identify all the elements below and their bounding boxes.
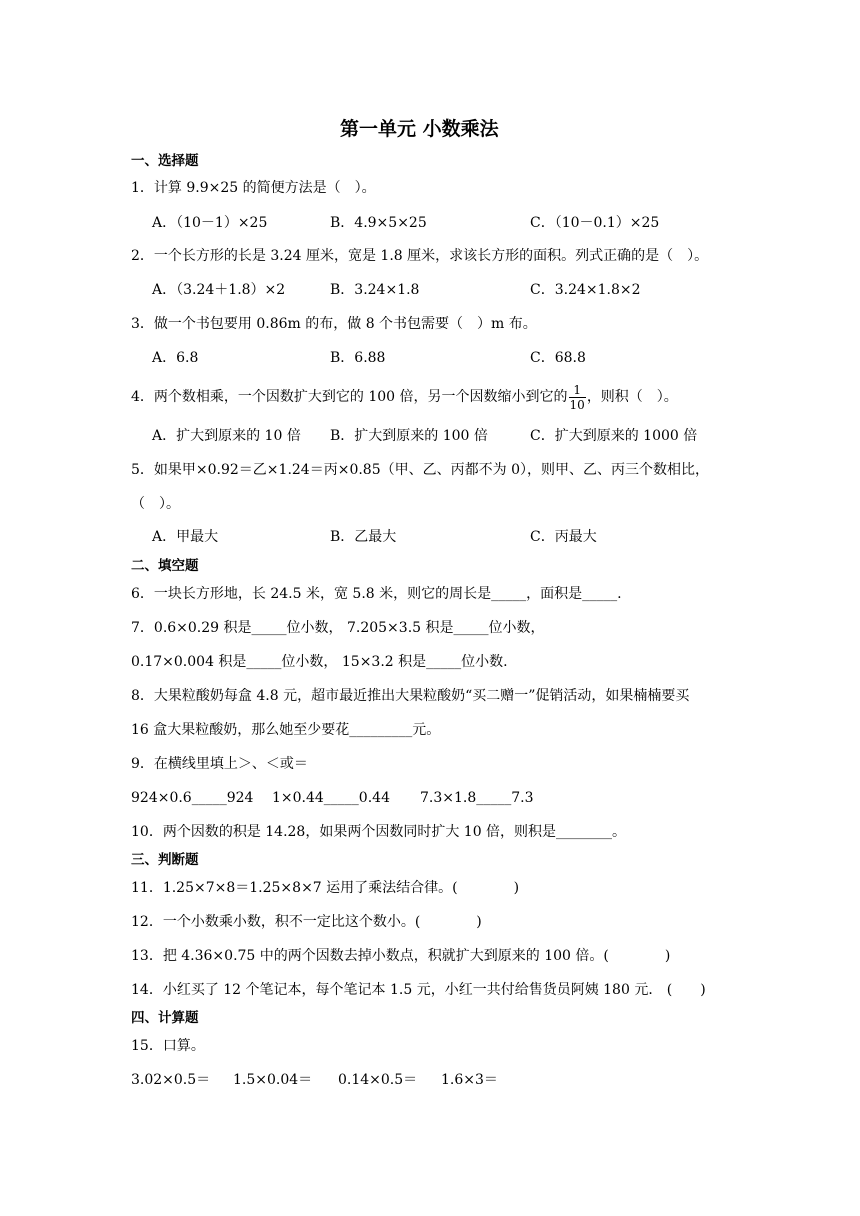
question-14: 14．小红买了 12 个笔记本，每个笔记本 1.5 元，小红一共付给售货员阿姨 180 元． ( ) <box>131 982 706 998</box>
question-1-option-a: A．（10－1）×25 <box>152 215 268 231</box>
question-3-option-c: C．68.8 <box>530 350 586 366</box>
question-11: 11．1.25×7×8＝1.25×8×7 运用了乘法结合律。( ) <box>131 880 520 896</box>
question-4-option-a: A．扩大到原来的 10 倍 <box>152 428 301 444</box>
section-heading-fill: 二、填空题 <box>131 558 199 574</box>
question-15-item: 3.02×0.5＝ <box>131 1072 211 1088</box>
question-3-stem: 3．做一个书包要用 0.86m 的布，做 8 个书包需要（ ）m 布。 <box>131 316 537 332</box>
question-8-line-2: 16 盒大果粒酸奶，那么她至少要花_________元。 <box>131 722 441 738</box>
question-4-option-c: C．扩大到原来的 1000 倍 <box>530 428 698 444</box>
page-title: 第一单元 小数乘法 <box>340 118 499 140</box>
question-1-stem: 1．计算 9.9×25 的简便方法是（ ）。 <box>131 180 376 196</box>
question-4-stem-before: 4．两个数相乘，一个因数扩大到它的 100 倍，另一个因数缩小到它的 <box>131 389 568 405</box>
question-2-option-c: C．3.24×1.8×2 <box>530 282 641 298</box>
question-7-line-2: 0.17×0.004 积是_____位小数， 15×3.2 积是_____位小数. <box>131 654 508 670</box>
question-9-item: 7.3×1.8_____7.3 <box>420 790 534 806</box>
question-5-option-c: C．丙最大 <box>530 529 597 545</box>
question-15-item: 1.6×3＝ <box>441 1072 498 1088</box>
question-13: 13．把 4.36×0.75 中的两个因数去掉小数点，积就扩大到原来的 100 倍。( ) <box>131 948 671 964</box>
question-9-stem: 9．在横线里填上＞、＜或＝ <box>131 756 308 772</box>
question-3-option-b: B．6.88 <box>330 350 386 366</box>
question-9-item: 924×0.6_____924 <box>131 790 254 806</box>
section-heading-calc: 四、计算题 <box>131 1010 199 1026</box>
question-12: 12．一个小数乘小数，积不一定比这个数小。( ) <box>131 914 482 930</box>
fraction-one-tenth <box>569 383 586 412</box>
question-15-item: 1.5×0.04＝ <box>233 1072 313 1088</box>
question-1-option-c: C．（10－0.1）×25 <box>530 215 660 231</box>
question-6: 6．一块长方形地，长 24.5 米，宽 5.8 米，则它的周长是_____，面积是_____. <box>131 586 622 602</box>
question-2-option-a: A．（3.24＋1.8）×2 <box>152 282 286 298</box>
fraction-numerator: 1 <box>573 382 581 397</box>
section-heading-judge: 三、判断题 <box>131 852 199 868</box>
question-1-option-b: B．4.9×5×25 <box>330 215 427 231</box>
question-2-option-b: B．3.24×1.8 <box>330 282 420 298</box>
question-5-option-a: A．甲最大 <box>152 529 219 545</box>
question-9-item: 1×0.44_____0.44 <box>272 790 390 806</box>
question-5-option-b: B．乙最大 <box>330 529 397 545</box>
question-15-item: 0.14×0.5＝ <box>338 1072 418 1088</box>
question-5-stem-line-1: 5．如果甲×0.92＝乙×1.24＝丙×0.85（甲、乙、丙都不为 0），则甲、乙、丙三个数相比， <box>131 462 709 478</box>
question-8-line-1: 8．大果粒酸奶每盒 4.8 元，超市最近推出大果粒酸奶“买二赠一”促销活动，如果楠楠要买 <box>131 688 690 704</box>
fraction-denominator: 10 <box>569 397 585 412</box>
question-4-option-b: B．扩大到原来的 100 倍 <box>330 428 488 444</box>
question-10: 10．两个因数的积是 14.28，如果两个因数同时扩大 10 倍，则积是________。 <box>131 824 627 840</box>
question-5-stem-line-2: （ ）。 <box>131 496 180 512</box>
question-7-line-1: 7．0.6×0.29 积是_____位小数， 7.205×3.5 积是_____位小数， <box>131 620 545 636</box>
question-2-stem: 2．一个长方形的长是 3.24 厘米，宽是 1.8 厘米，求该长方形的面积。列式正确的是（ ）。 <box>131 248 709 264</box>
question-15-stem: 15．口算。 <box>131 1038 205 1054</box>
question-4-stem-after: ，则积（ ）。 <box>586 389 678 405</box>
section-heading-choice: 一、选择题 <box>131 153 199 169</box>
question-4-stem <box>131 382 678 412</box>
question-3-option-a: A．6.8 <box>152 350 199 366</box>
